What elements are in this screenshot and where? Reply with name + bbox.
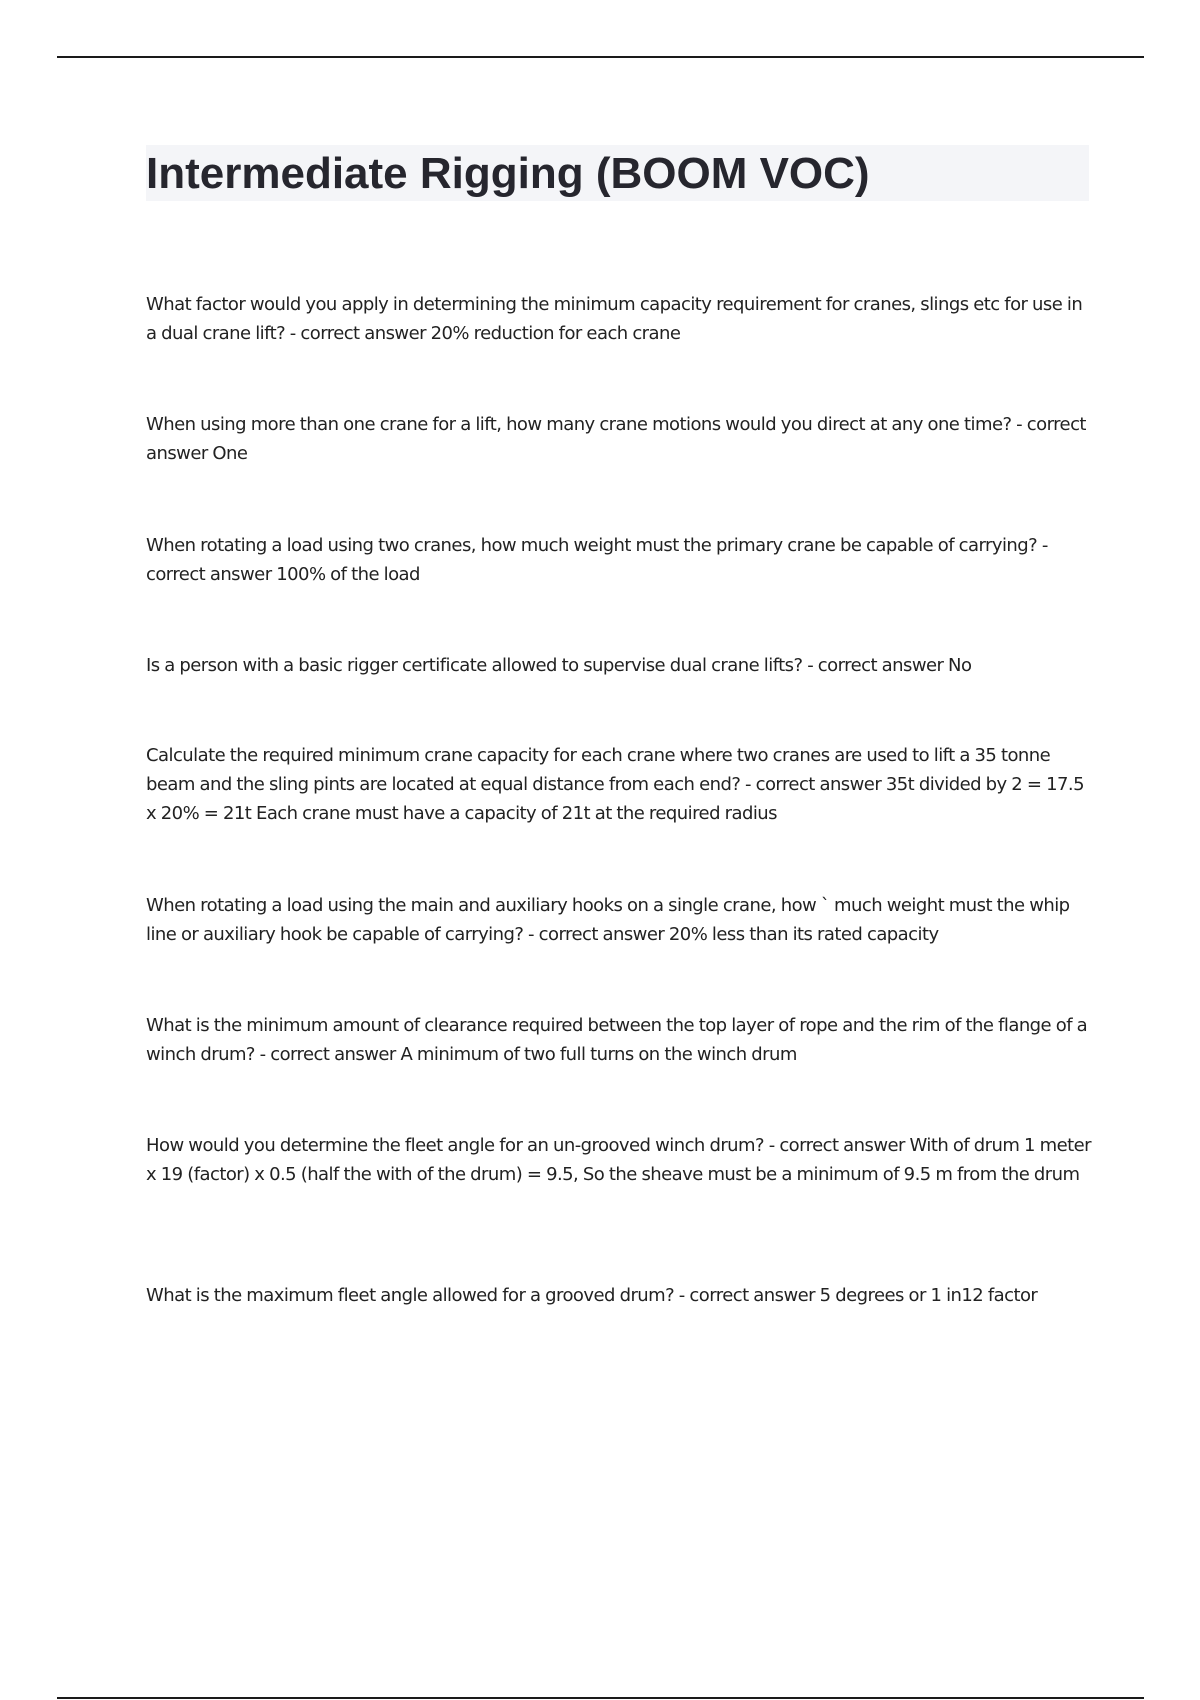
qa-item-6: When rotating a load using the main and auxiliary hooks on a single crane, how ` much weight must the whip line or auxiliary hook be capable of carrying? - correct answer 20% less than its rated capacity xyxy=(146,895,1070,945)
qa-item-7: What is the minimum amount of clearance required between the top layer of rope and the rim of the flange of a winch drum? - correct answer A minimum of two full turns on the winch drum xyxy=(146,1015,1088,1065)
qa-item-3: When rotating a load using two cranes, how much weight must the primary crane be capable of carrying? - correct answer 100% of the load xyxy=(146,535,1048,585)
qa-item-2: When using more than one crane for a lift, how many crane motions would you direct at any one time? - correct answer One xyxy=(146,414,1086,464)
qa-item-1: What factor would you apply in determining the minimum capacity requirement for cranes, slings etc for use in a dual crane lift? - correct answer 20% reduction for each crane xyxy=(146,294,1083,344)
bottom-rule xyxy=(57,1697,1144,1699)
qa-item-4: Is a person with a basic rigger certificate allowed to supervise dual crane lifts? - correct answer No xyxy=(146,655,972,676)
qa-item-5: Calculate the required minimum crane capacity for each crane where two cranes are used to lift a 35 tonne beam and the sling pints are located at equal distance from each end? - correct answer 35t divided by 2 = 17.5 x 20% = 21t Each crane must have a capacity of 21t at the required radius xyxy=(146,745,1084,824)
top-rule xyxy=(57,56,1144,58)
qa-item-9: What is the maximum fleet angle allowed for a grooved drum? - correct answer 5 degrees or 1 in12 factor xyxy=(146,1285,1038,1306)
page-title: Intermediate Rigging (BOOM VOC) xyxy=(146,149,870,198)
qa-item-8: How would you determine the fleet angle for an un-grooved winch drum? - correct answer With of drum 1 meter x 19 (factor) x 0.5 (half the with of the drum) = 9.5, So the sheave must be a minimum of 9.5 m from the drum xyxy=(146,1135,1092,1185)
